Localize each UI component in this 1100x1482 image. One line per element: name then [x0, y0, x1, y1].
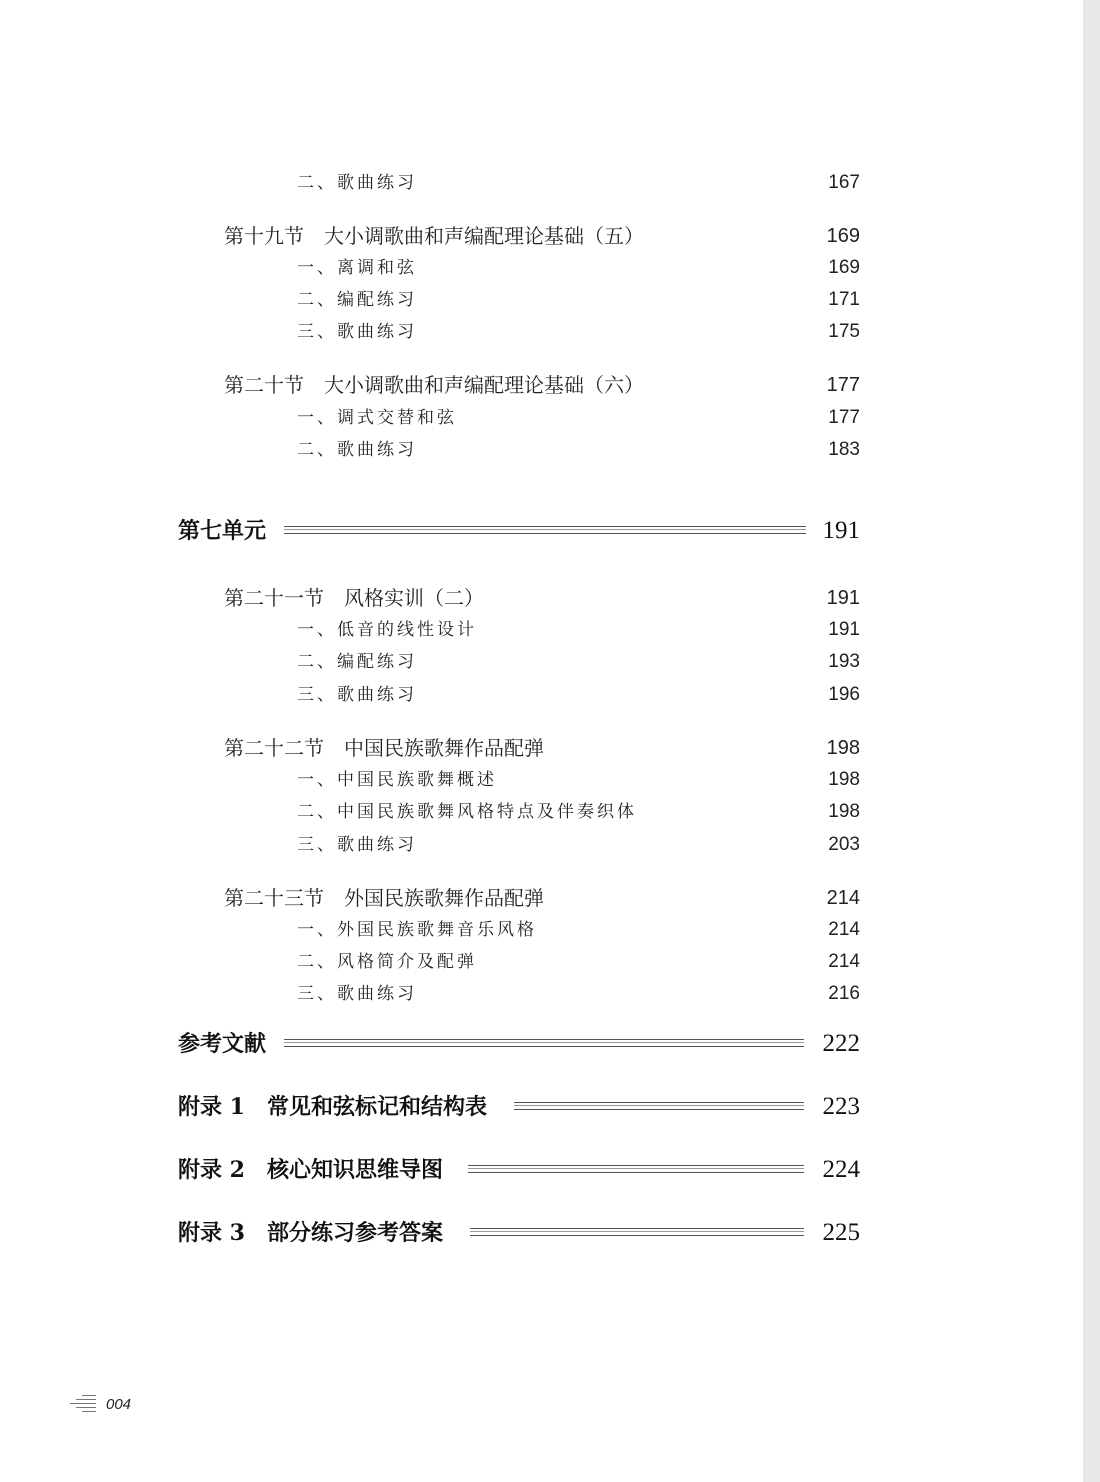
- subentry-page: 196: [828, 684, 860, 705]
- subentry-title: 一、中国民族歌舞概述: [297, 770, 497, 790]
- appendix-page: 223: [822, 1093, 860, 1120]
- appendix-page: 224: [822, 1156, 860, 1183]
- subentry-title: 二、歌曲练习: [297, 440, 417, 460]
- subentry-page: 214: [828, 951, 860, 972]
- leader-line: [514, 1102, 804, 1110]
- section-title: 第二十一节 风格实训（二）: [224, 586, 484, 610]
- section-title: 第二十节 大小调歌曲和声编配理论基础（六）: [224, 373, 644, 397]
- leader-line: [284, 1039, 804, 1047]
- subentry-title: 一、调式交替和弦: [297, 408, 457, 428]
- section-title: 第二十二节 中国民族歌舞作品配弹: [224, 736, 544, 760]
- leader-line: [470, 1228, 804, 1236]
- footer-lines-icon: [70, 1393, 96, 1415]
- subentry-title: 二、编配练习: [297, 652, 417, 672]
- section-page: 169: [826, 225, 860, 247]
- subentry-title: 一、离调和弦: [297, 258, 417, 278]
- subentry-page: 191: [828, 619, 860, 640]
- appendix-title: 附录 3 部分练习参考答案: [178, 1220, 443, 1246]
- unit-page: 191: [822, 517, 860, 544]
- subentry-page: 183: [828, 439, 860, 460]
- appendix-title: 附录 2 核心知识思维导图: [178, 1157, 443, 1183]
- subentry-title: 二、编配练习: [297, 290, 417, 310]
- subentry-page: 193: [828, 651, 860, 672]
- subentry-title: 三、歌曲练习: [297, 984, 417, 1004]
- subentry-page: 216: [828, 983, 860, 1004]
- subentry-page: 177: [828, 407, 860, 428]
- references-title: 参考文献: [178, 1031, 267, 1057]
- subentry-page: 175: [828, 321, 860, 342]
- page-number: 004: [106, 1396, 132, 1413]
- subentry-page: 203: [828, 834, 860, 855]
- subentry-title: 三、歌曲练习: [297, 835, 417, 855]
- leader-line: [284, 526, 806, 534]
- subentry-page: 167: [828, 172, 860, 193]
- section-title: 第十九节 大小调歌曲和声编配理论基础（五）: [224, 224, 644, 248]
- references-page: 222: [822, 1030, 860, 1057]
- subentry-title: 一、低音的线性设计: [297, 620, 477, 640]
- section-page: 198: [826, 737, 860, 759]
- leader-line: [468, 1165, 804, 1173]
- subentry-title: 一、外国民族歌舞音乐风格: [297, 920, 537, 940]
- appendix-title: 附录 1 常见和弦标记和结构表: [178, 1094, 487, 1120]
- section-page: 191: [826, 587, 860, 609]
- section-page: 214: [826, 887, 860, 909]
- section-title: 第二十三节 外国民族歌舞作品配弹: [224, 886, 544, 910]
- page-edge-strip: [1083, 0, 1100, 1482]
- subentry-page: 198: [828, 769, 860, 790]
- subentry-title: 二、风格简介及配弹: [297, 952, 477, 972]
- subentry-page: 214: [828, 919, 860, 940]
- unit-title: 第七单元: [178, 518, 267, 544]
- subentry-title: 三、歌曲练习: [297, 685, 417, 705]
- subentry-title: 二、中国民族歌舞风格特点及伴奏织体: [297, 802, 637, 822]
- subentry-title: 三、歌曲练习: [297, 322, 417, 342]
- subentry-page: 198: [828, 801, 860, 822]
- appendix-page: 225: [822, 1219, 860, 1246]
- subentry-page: 169: [828, 257, 860, 278]
- subentry-page: 171: [828, 289, 860, 310]
- subentry-title: 二、歌曲练习: [297, 173, 417, 193]
- section-page: 177: [826, 374, 860, 396]
